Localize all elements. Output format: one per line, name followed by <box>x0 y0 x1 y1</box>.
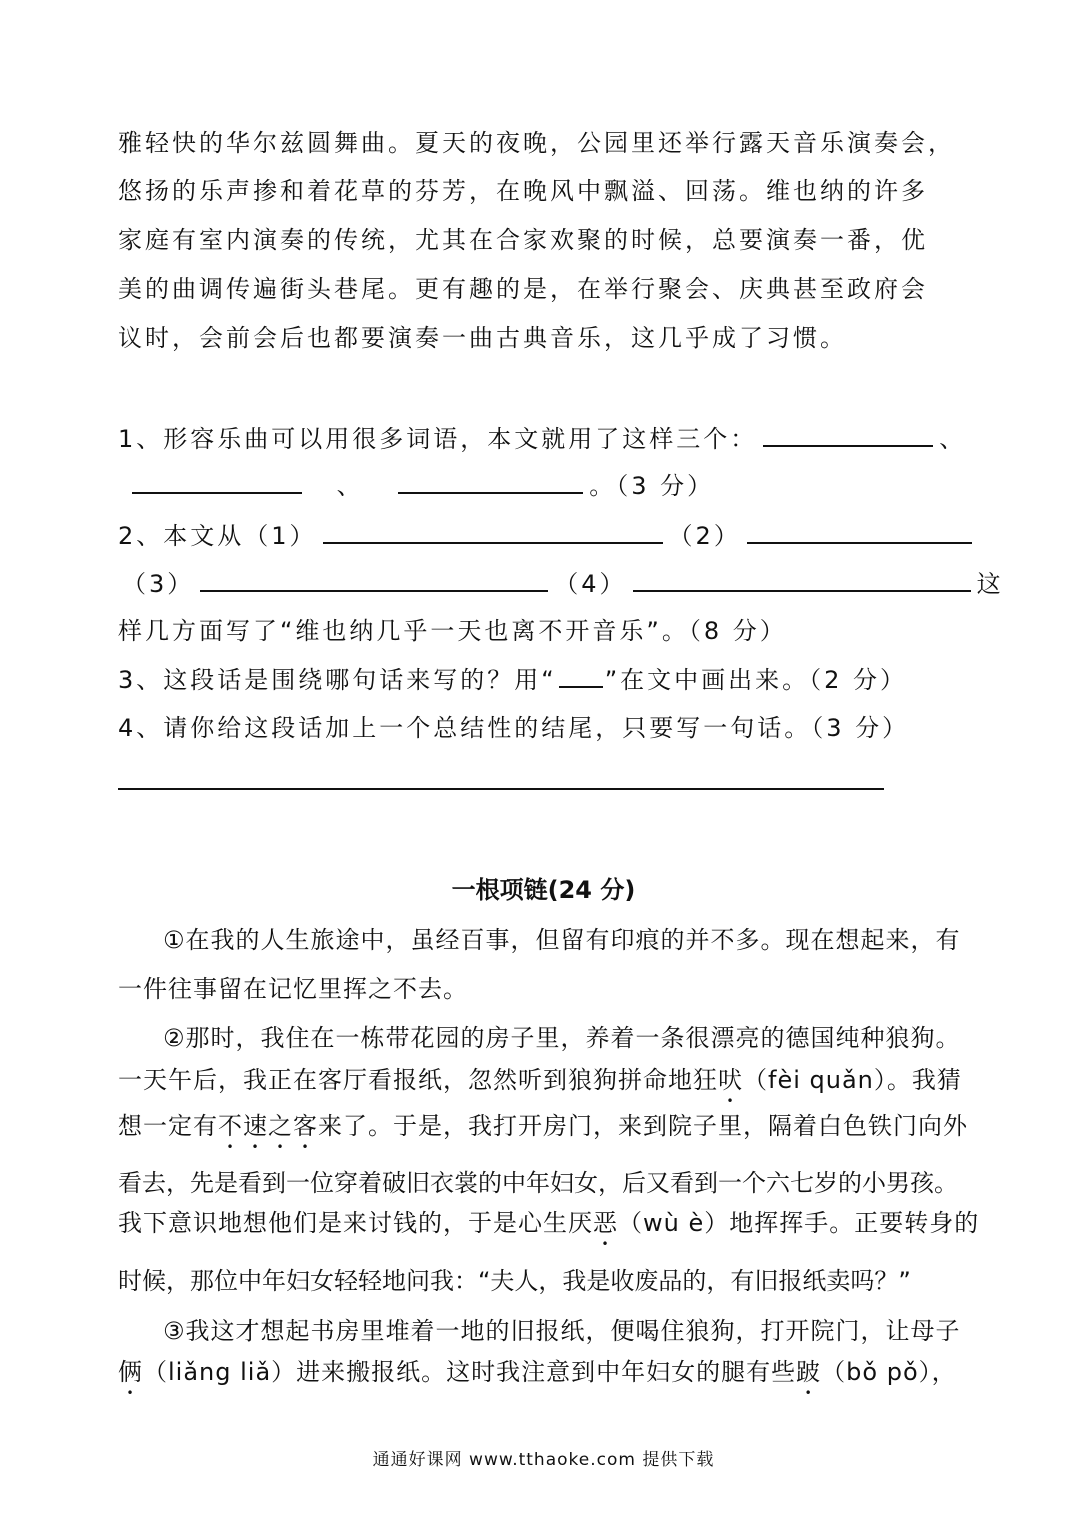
passage2-p3-line-1: ③我这才想起书房里堆着一地的旧报纸，便喝住狼狗，打开院门，让母子 <box>163 1317 961 1345</box>
answer-blank-1[interactable] <box>763 423 933 447</box>
answer-blank-4[interactable] <box>323 520 663 544</box>
answer-blank-2[interactable] <box>132 470 302 494</box>
section-title: 一根项链(24 分) <box>451 876 636 904</box>
passage1-line-1: 雅轻快的华尔兹圆舞曲。夏天的夜晚，公园里还举行露天音乐演奏会， <box>118 129 955 157</box>
footer-credit: 通通好课网 www.tthaoke.com 提供下载 <box>372 1450 715 1470</box>
dotted-char: 跛 <box>796 1358 822 1386</box>
passage1-line-5: 议时，会前会后也都要演奏一曲古典音乐，这几乎成了习惯。 <box>118 324 847 352</box>
question-4: 4、请你给这段话加上一个总结性的结尾，只要写一句话。（3 分） <box>118 714 910 742</box>
question-2-end: 样几方面写了“维也纳几乎一天也离不开音乐”。（8 分） <box>118 617 787 645</box>
dotted-char: 俩 <box>118 1358 143 1386</box>
answer-line-q4[interactable] <box>118 788 884 790</box>
answer-blank-5[interactable] <box>747 520 972 544</box>
passage2-p3-line-2: 俩（liǎng liǎ）进来搬报纸。这时我注意到中年妇女的腿有些跛（bǒ pǒ）， <box>118 1358 957 1386</box>
answer-blank-6[interactable] <box>200 568 548 592</box>
answer-blank-7[interactable] <box>633 568 971 592</box>
question-2: 2、本文从（1） （2） <box>118 520 972 551</box>
question-1: 1、形容乐曲可以用很多词语，本文就用了这样三个： 、 <box>118 425 967 453</box>
passage2-p2-line-5: 我下意识地想他们是来讨钱的，于是心生厌恶（wù è）地挥挥手。正要转身的 <box>118 1209 980 1237</box>
dotted-phrase: 不速之客 <box>218 1112 318 1140</box>
passage2-p2-line-6: 时候，那位中年妇女轻轻地问我：“夫人，我是收废品的，有旧报纸卖吗？” <box>118 1267 911 1295</box>
question-2-cont: （3） （4） 这 <box>122 570 1004 598</box>
dotted-char: 吠 <box>718 1066 743 1094</box>
passage1-line-4: 美的曲调传遍街头巷尾。更有趣的是，在举行聚会、庆典甚至政府会 <box>118 275 928 303</box>
passage2-p1-line-2: 一件往事留在记忆里挥之不去。 <box>118 975 468 1003</box>
passage2-p2-line-1: ②那时，我住在一栋带花园的房子里，养着一条很漂亮的德国纯种狼狗。 <box>163 1024 961 1052</box>
passage1-line-3: 家庭有室内演奏的传统，尤其在合家欢聚的时候，总要演奏一番，优 <box>118 226 928 254</box>
dotted-char: 恶 <box>593 1209 618 1237</box>
passage2-p2-line-2: 一天午后，我正在客厅看报纸，忽然听到狼狗拼命地狂吠（fèi quǎn）。我猜 <box>118 1066 962 1094</box>
answer-blank-3[interactable] <box>398 470 583 494</box>
passage2-p2-line-3: 想一定有不速之客来了。于是，我打开房门，来到院子里，隔着白色铁门向外 <box>118 1112 968 1140</box>
question-3: 3、这段话是围绕哪句话来写的？用“ ”在文中画出来。（2 分） <box>118 666 908 694</box>
question-1-cont: 、 。（3 分） <box>132 470 714 501</box>
passage2-p1-line-1: ①在我的人生旅途中，虽经百事，但留有印痕的并不多。现在想起来，有 <box>163 926 961 954</box>
passage2-p2-line-4: 看去，先是看到一位穿着破旧衣裳的中年妇女，后又看到一个六七岁的小男孩。 <box>118 1169 958 1197</box>
underline-sample <box>559 664 603 688</box>
passage1-line-2: 悠扬的乐声掺和着花草的芬芳，在晚风中飘溢、回荡。维也纳的许多 <box>118 177 928 205</box>
